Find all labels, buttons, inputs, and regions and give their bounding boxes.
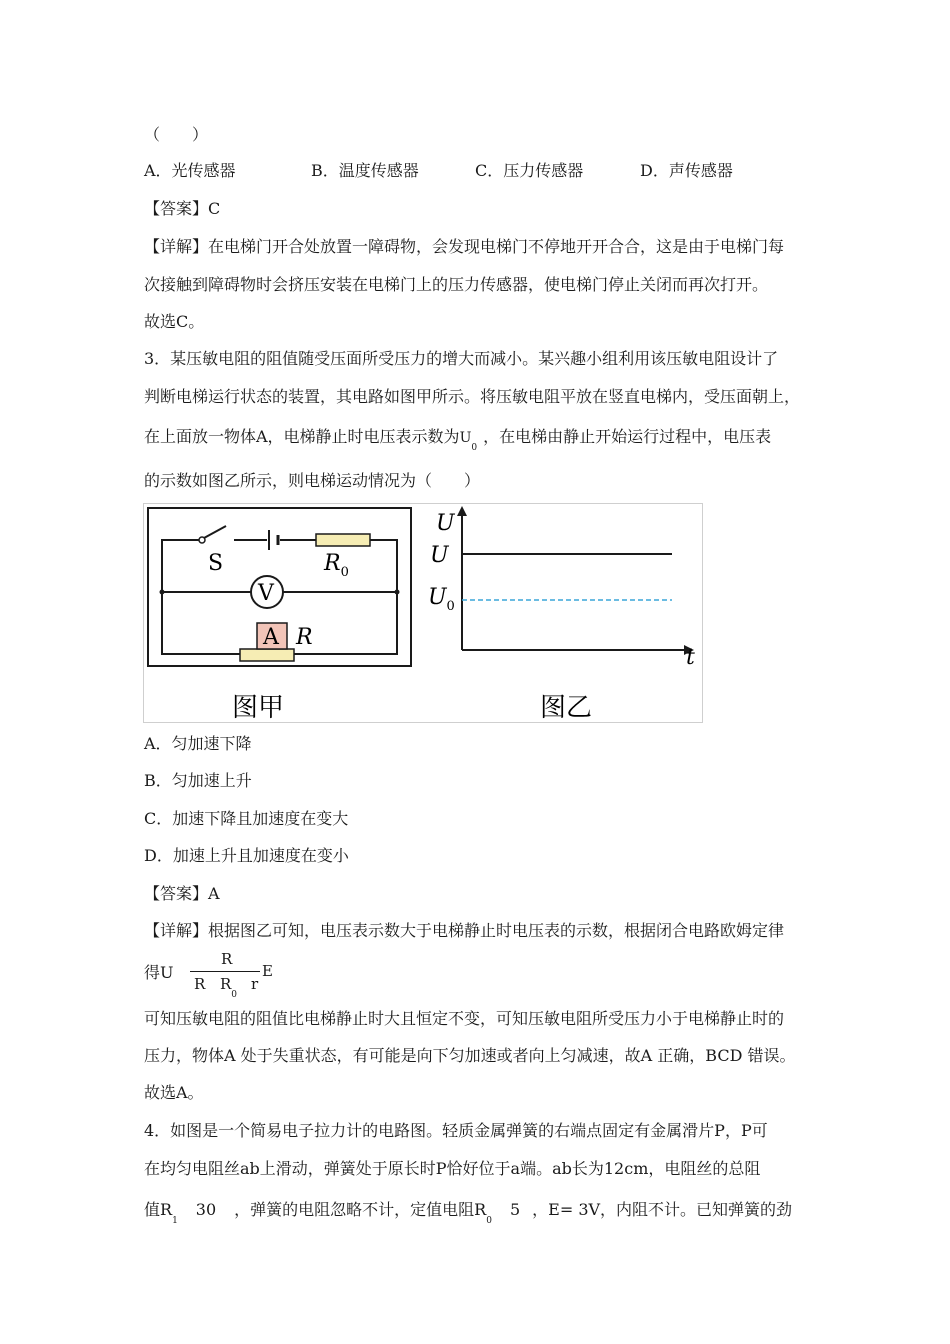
conclusion-text: 故选C。 bbox=[144, 312, 205, 331]
voltage-symbol: U bbox=[459, 430, 472, 446]
detail-text: 【详解】在电梯门开合处放置一障碍物，会发现电梯门不停地开开合合，这是由于电梯门每 bbox=[144, 237, 785, 256]
detail-text: 【详解】根据图乙可知，电压表示数大于电梯静止时电压表的示数，根据闭合电路欧姆定律 bbox=[144, 921, 785, 940]
graph-u-label: U bbox=[430, 543, 449, 568]
formula-den-r: R bbox=[194, 975, 206, 993]
wire bbox=[370, 540, 397, 592]
figure-svg bbox=[144, 504, 702, 722]
option-d: D．加速上升且加速度在变小 bbox=[144, 846, 349, 865]
question-stem: 的示数如图乙所示，则电梯运动情况为（ ） bbox=[144, 471, 481, 490]
formula-lead: 得U bbox=[144, 963, 174, 982]
detail-text: 次接触到障碍物时会挤压安装在电梯门上的压力传感器，使电梯门停止关闭而再次打开。 bbox=[144, 275, 769, 294]
formula-emf: E bbox=[262, 962, 273, 980]
switch-lever bbox=[204, 526, 226, 538]
option-a: A．匀加速下降 bbox=[144, 734, 252, 753]
option-c: C．压力传感器 bbox=[475, 161, 584, 180]
caption-right: 图乙 bbox=[540, 693, 593, 722]
question-stem: 在上面放一物体A，电梯静止时电压表示数为$U_0$，在电梯由静止开始运行过程中，电压表 bbox=[144, 427, 772, 453]
caption-left: 图甲 bbox=[232, 693, 285, 722]
r0-label: $R_0$ bbox=[324, 551, 349, 580]
resistor-r0 bbox=[316, 534, 370, 546]
option-b: B．温度传感器 bbox=[311, 161, 419, 180]
question-stem: 4．如图是一个简易电子拉力计的电路图。轻质金属弹簧的右端点固定有金属滑片P，P可 bbox=[144, 1121, 768, 1140]
question-stem: 在均匀电阻丝ab上滑动，弹簧处于原长时P恰好位于a端。ab长为12cm，电阻丝的总阻 bbox=[144, 1159, 761, 1178]
option-a: A．光传感器 bbox=[144, 161, 236, 180]
wire bbox=[162, 540, 199, 592]
voltmeter-label: V bbox=[258, 581, 274, 606]
option-d: D．声传感器 bbox=[640, 161, 733, 180]
answer-label: 【答案】A bbox=[144, 884, 220, 903]
option-c: C．加速下降且加速度在变大 bbox=[144, 809, 349, 828]
formula-den-r-internal: r bbox=[251, 975, 259, 993]
switch-label: S bbox=[208, 551, 224, 576]
r-label: R bbox=[296, 625, 313, 650]
formula-den-r0: $R_0$ bbox=[220, 975, 238, 1000]
graph-y-label: U bbox=[436, 511, 455, 536]
question-stem: 判断电梯运行状态的装置，其电路如图甲所示。将压敏电阻平放在竖直电梯内，受压面朝上， bbox=[144, 387, 801, 406]
graph-u0-label: $U_0$ bbox=[428, 585, 455, 614]
detail-text: 压力，物体A 处于失重状态，有可能是向下匀加速或者向上匀减速，故A 正确，BCD 错误。 bbox=[144, 1046, 796, 1065]
block-label: A bbox=[263, 625, 279, 650]
wire bbox=[162, 592, 240, 654]
figure-circuit-and-graph bbox=[143, 503, 703, 723]
formula-numerator: R bbox=[221, 950, 233, 968]
y-axis-arrow bbox=[457, 506, 467, 516]
question-stem: 3．某压敏电阻的阻值随受压面所受压力的增大而减小。某兴趣小组利用该压敏电阻设计了 bbox=[144, 349, 779, 368]
question-stem: 值$R_130$ ，弹簧的电阻忽略不计，定值电阻$R_05$ ，E= 3V，内阻不计。已知弹簧的劲 bbox=[144, 1200, 793, 1226]
detail-text: 可知压敏电阻的阻值比电梯静止时大且恒定不变，可知压敏电阻所受压力小于电梯静止时的 bbox=[144, 1009, 785, 1028]
graph-t-label: t bbox=[686, 645, 695, 670]
answer-label: 【答案】C bbox=[144, 199, 221, 218]
option-b: B．匀加速上升 bbox=[144, 771, 252, 790]
resistor-r bbox=[240, 649, 294, 661]
conclusion-text: 故选A。 bbox=[144, 1083, 204, 1102]
fraction-bar bbox=[190, 971, 260, 972]
question-paren: （ ） bbox=[144, 125, 209, 144]
